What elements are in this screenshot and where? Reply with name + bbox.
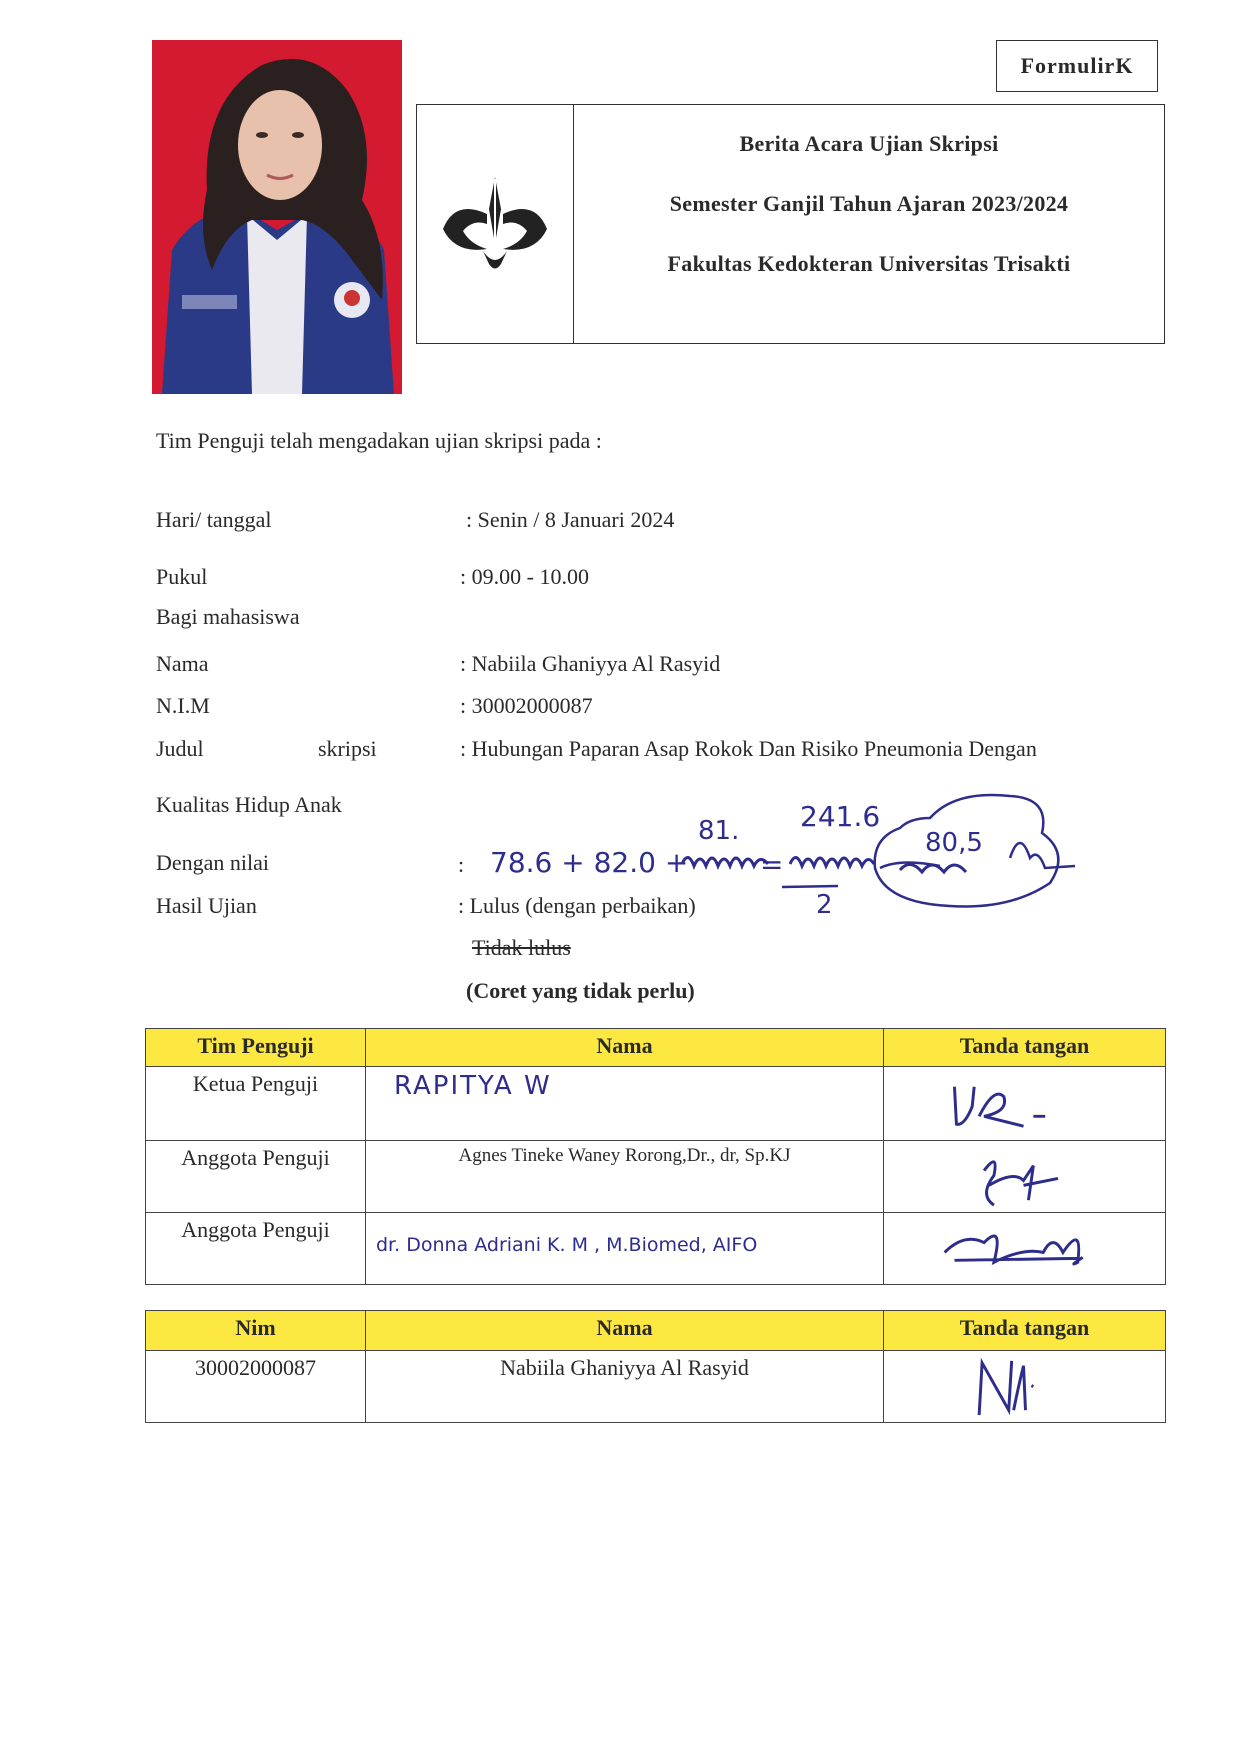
- examiner-role: Anggota Penguji: [146, 1213, 366, 1285]
- handwritten-divisor: 2: [816, 890, 833, 920]
- trisakti-emblem-icon: [435, 169, 555, 279]
- signature-icon: [884, 1351, 1165, 1422]
- signature-cell: [884, 1067, 1166, 1141]
- col-header-student-name: Nama: [366, 1311, 884, 1351]
- day-value: : Senin / 8 Januari 2024: [466, 507, 675, 532]
- thesis-title-value: : Hubungan Paparan Asap Rokok Dan Risiko Pneumonia Dengan: [460, 736, 1037, 761]
- col-header-nim: Nim: [146, 1311, 366, 1351]
- table-row: [146, 1141, 1166, 1213]
- student-nim: 30002000087: [146, 1351, 366, 1423]
- note: (Coret yang tidak perlu): [466, 978, 695, 1003]
- document-title: Berita Acara Ujian Skripsi: [739, 131, 999, 156]
- handwritten-formula: 78.6 + 82.0 +: [490, 846, 689, 879]
- time-value: : 09.00 - 10.00: [460, 564, 589, 589]
- signature-cell: [884, 1213, 1166, 1285]
- nim-label: N.I.M: [156, 693, 210, 718]
- intro-text: Tim Penguji telah mengadakan ujian skripsi pada :: [156, 428, 602, 453]
- signature-cell: [884, 1141, 1166, 1213]
- col-header-examiner-name: Nama: [366, 1029, 884, 1067]
- thesis-title-continued: Kualitas Hidup Anak: [156, 792, 342, 817]
- examiner-name: RAPITYA W: [394, 1071, 552, 1101]
- examiner-role: Ketua Penguji: [146, 1067, 366, 1141]
- thesis-title-label-2: skripsi: [318, 736, 377, 761]
- col-header-examiner-role: Tim Penguji: [146, 1029, 366, 1067]
- time-label: Pukul: [156, 564, 208, 589]
- name-label: Nama: [156, 651, 209, 676]
- col-header-examiner-signature: Tanda tangan: [884, 1029, 1166, 1067]
- signature-icon: [884, 1141, 1165, 1212]
- student-name: Nabiila Ghaniyya Al Rasyid: [366, 1351, 884, 1423]
- handwritten-final-grade: 80,5: [925, 828, 983, 858]
- header-box: [416, 104, 1165, 344]
- handwritten-sum-top: 81.: [698, 816, 740, 846]
- day-label: Hari/ tanggal: [156, 507, 272, 532]
- table-row: [146, 1067, 1166, 1141]
- grade-colon: :: [458, 852, 465, 877]
- semester-line: Semester Ganjil Tahun Ajaran 2023/2024: [669, 191, 1069, 216]
- student-table: [145, 1310, 1166, 1423]
- result-label: Hasil Ujian: [156, 893, 257, 918]
- table-row: [146, 1213, 1166, 1285]
- signature-icon: [884, 1067, 1165, 1140]
- signature-icon: [884, 1213, 1165, 1284]
- result-value: : Lulus (dengan perbaikan): [458, 893, 696, 918]
- col-header-student-signature: Tanda tangan: [884, 1311, 1166, 1351]
- faculty-line: Fakultas Kedokteran Universitas Trisakti: [667, 251, 1071, 276]
- table-row: [146, 1351, 1166, 1423]
- form-code: FormulirK: [1020, 53, 1134, 78]
- result-struck: Tidak lulus: [472, 935, 571, 960]
- form-code-box: [996, 40, 1158, 92]
- examiners-table: [145, 1028, 1166, 1285]
- handwritten-total-top: 241.6: [800, 800, 881, 833]
- signature-cell: [884, 1351, 1166, 1423]
- for-student-label: Bagi mahasiswa: [156, 604, 300, 629]
- handwritten-equals: =: [760, 848, 784, 881]
- examiner-name: Agnes Tineke Waney Rorong,Dr., dr, Sp.KJ: [366, 1141, 884, 1213]
- student-photo: [152, 40, 402, 394]
- nim-value: : 30002000087: [460, 693, 593, 718]
- thesis-title-label: Judul: [156, 736, 204, 761]
- examiner-role: Anggota Penguji: [146, 1141, 366, 1213]
- grade-label: Dengan nilai: [156, 850, 270, 875]
- grade-circle-icon: [860, 788, 1080, 918]
- examiner-name: dr. Donna Adriani K. M , M.Biomed, AIFO: [376, 1234, 758, 1256]
- name-value: : Nabiila Ghaniyya Al Rasyid: [460, 651, 721, 676]
- university-logo: [417, 105, 574, 343]
